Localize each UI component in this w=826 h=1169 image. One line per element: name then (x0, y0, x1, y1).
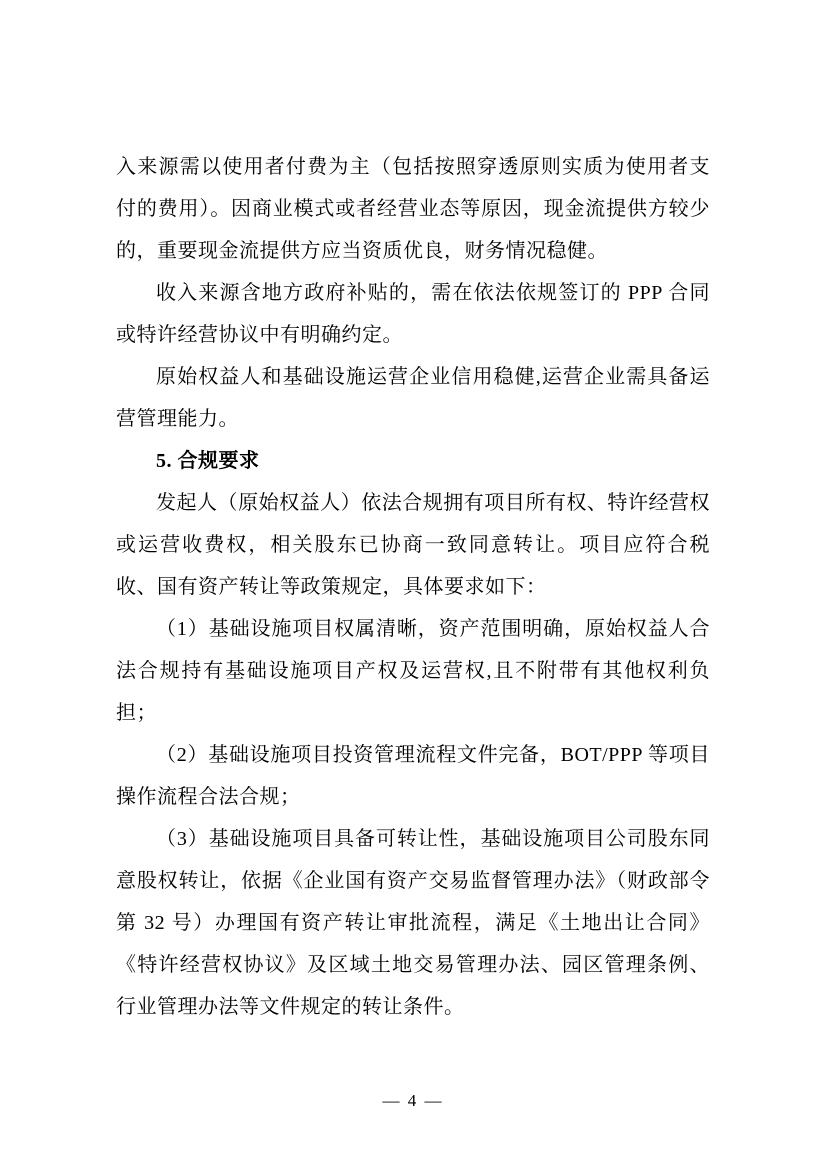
paragraph-sponsor-ownership: 发起人（原始权益人）依法合规拥有项目所有权、特许经营权或运营收费权，相关股东已协商一致同意转让。项目应符合税收、国有资产转让等政策规定，具体要求如下： (116, 492, 710, 598)
document-body (116, 146, 710, 1028)
paragraph-revenue-source: 入来源需以使用者付费为主（包括按照穿透原则实质为使用者支付的费用）。因商业模式或者经营业态等原因，现金流提供方较少的，重要现金流提供方应当资质优良，财务情况稳健。 (116, 156, 710, 262)
section-heading-compliance-requirements: 5. 合规要求 (156, 450, 260, 472)
paragraph-item-1-property-rights: （1）基础设施项目权属清晰，资产范围明确，原始权益人合法合规持有基础设施项目产权及运营权,且不附带有其他权利负担； (116, 618, 710, 724)
paragraph-item-2-investment-process: （2）基础设施项目投资管理流程文件完备，BOT/PPP 等项目操作流程合法合规； (116, 744, 710, 808)
paragraph-government-subsidy: 收入来源含地方政府补贴的，需在依法依规签订的 PPP 合同或特许经营协议中有明确约定。 (116, 282, 710, 346)
page-number: — 4 — (382, 1091, 444, 1110)
paragraph-credit-stability: 原始权益人和基础设施运营企业信用稳健,运营企业需具备运营管理能力。 (116, 366, 710, 430)
paragraph-item-3-transferability: （3）基础设施项目具备可转让性，基础设施项目公司股东同意股权转让，依据《企业国有资产交易监督管理办法》（财政部令第 32 号）办理国有资产转让审批流程，满足《土地出让合同》《特许经营权协议》及区域土地交易管理办法、园区管理条例、行业管理办法等文件规定的转让条件。 (116, 828, 710, 1018)
